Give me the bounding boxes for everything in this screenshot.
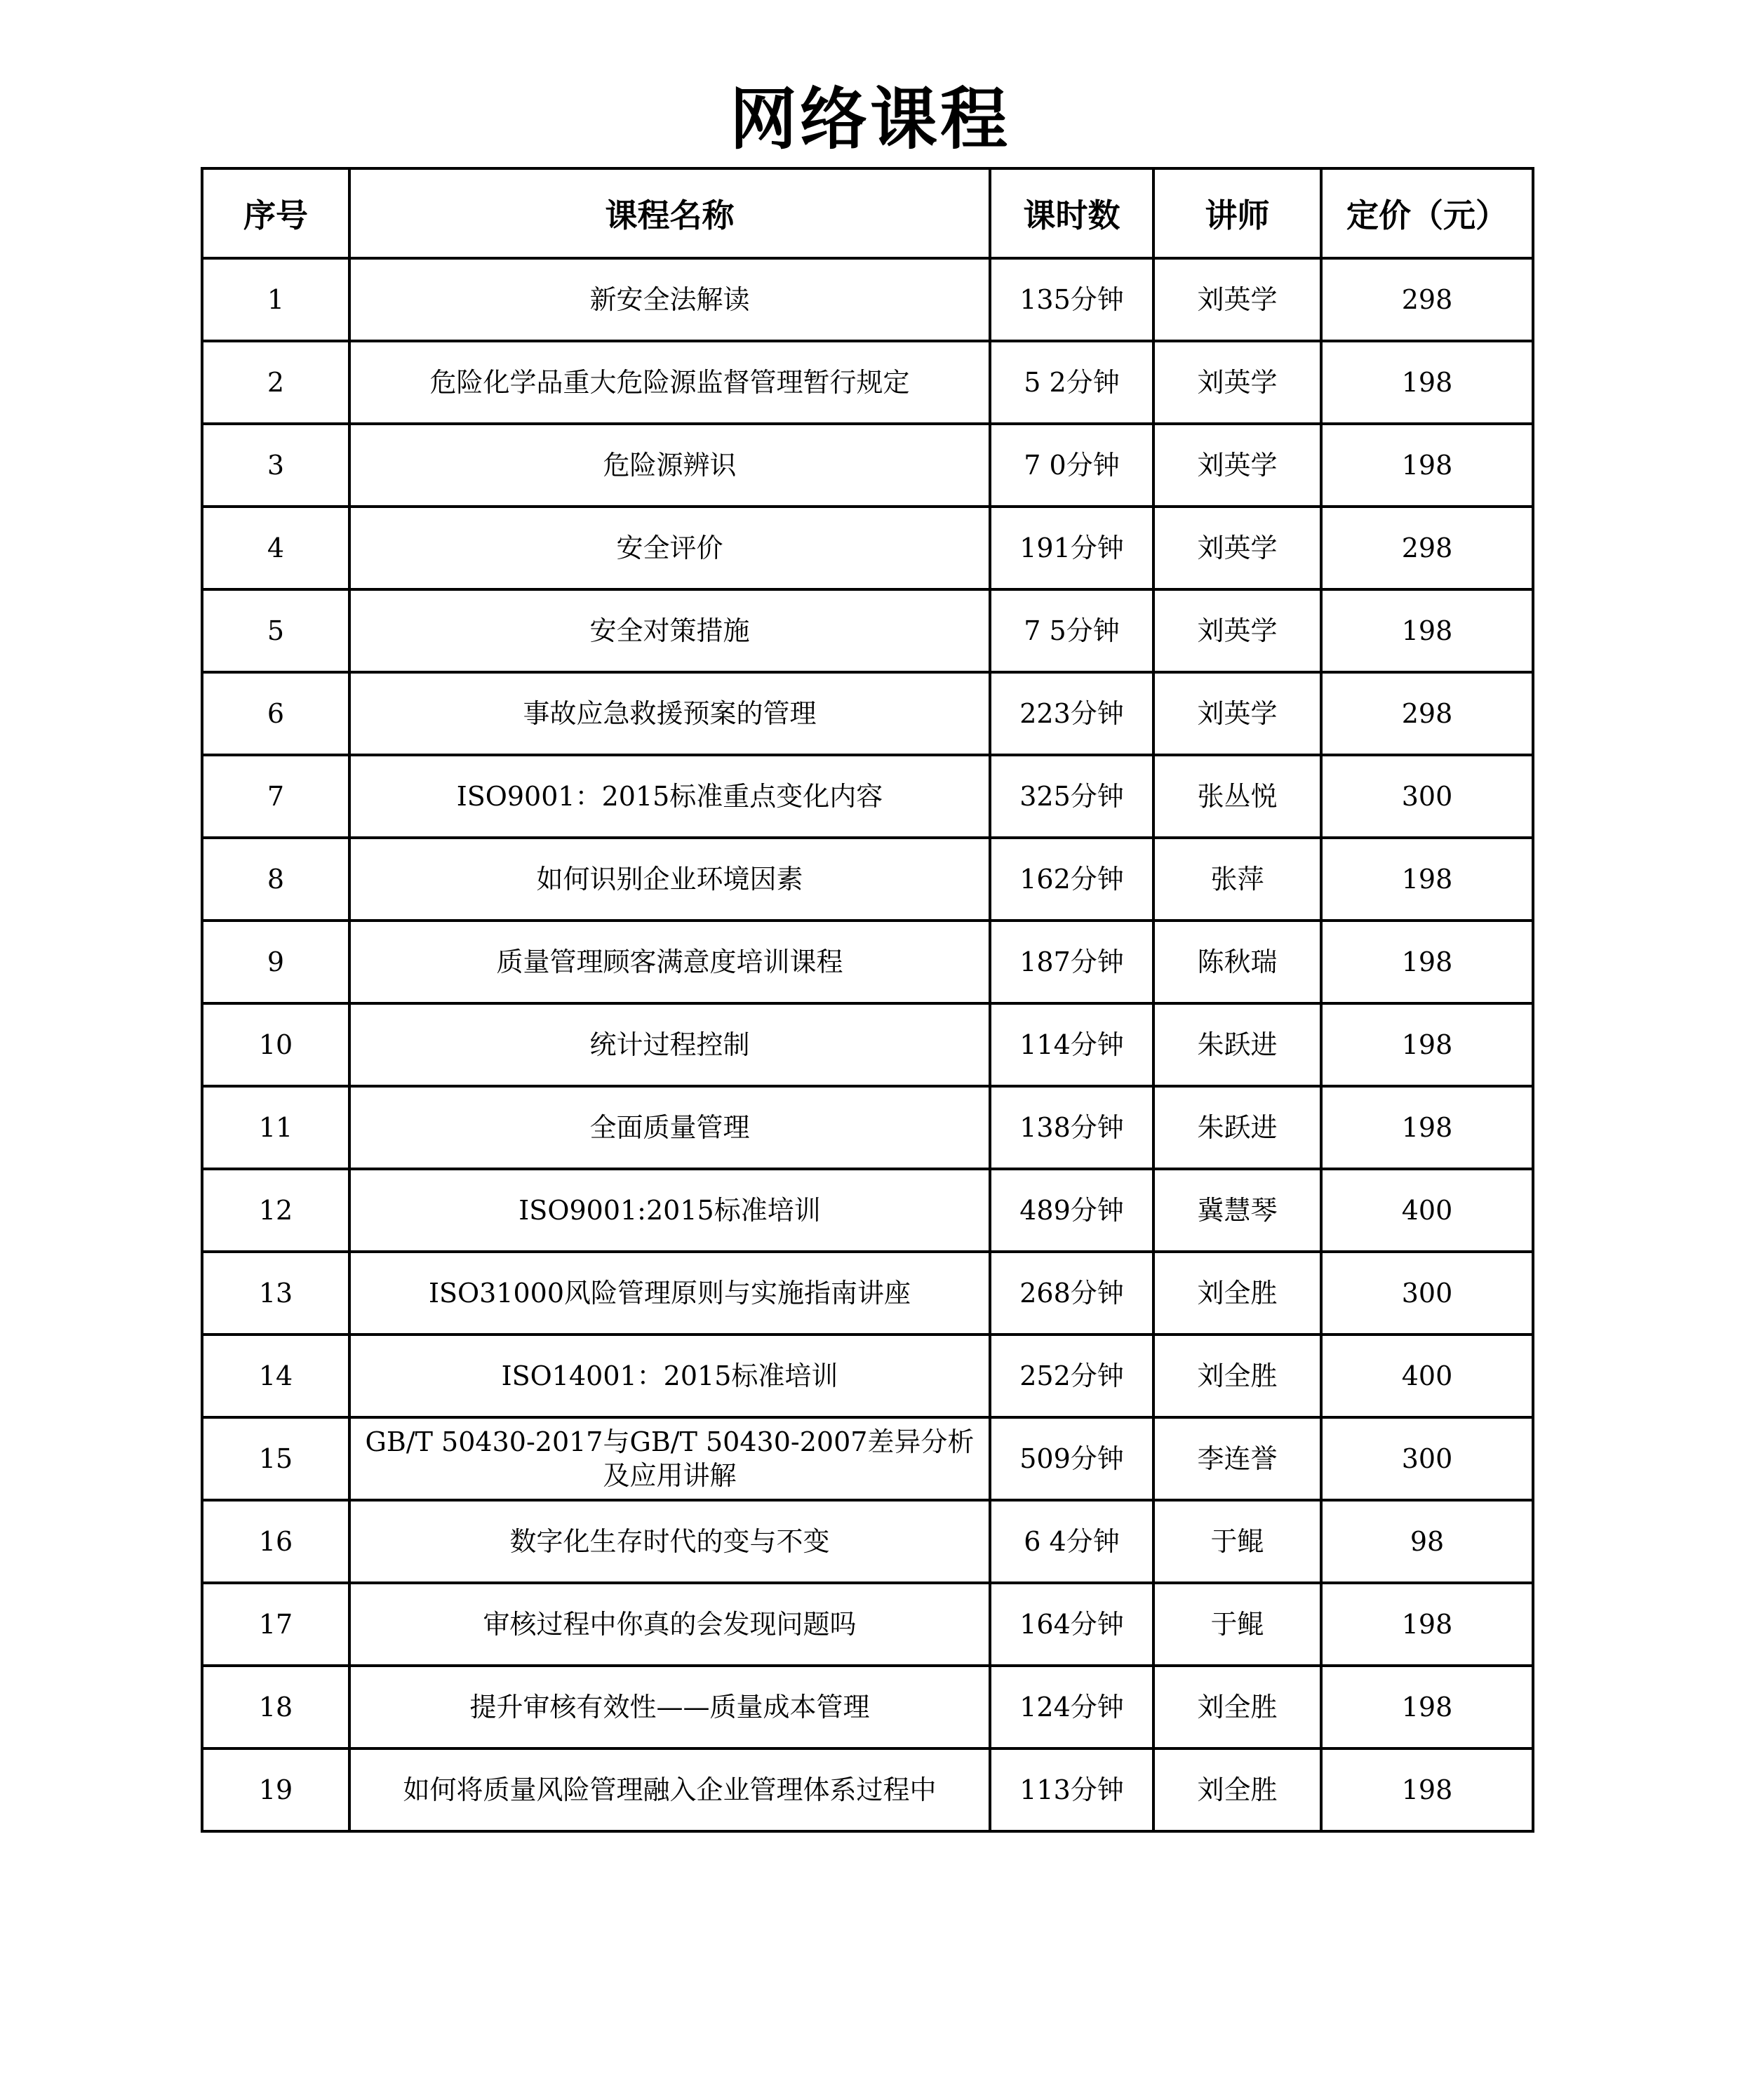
page-title: 网络课程 [730, 80, 1010, 159]
cell-lecturer: 刘英学 [1153, 507, 1321, 589]
cell-price: 298 [1321, 672, 1533, 755]
table-row [202, 1086, 1533, 1169]
cell-price: 98 [1321, 1500, 1533, 1583]
cell-lecturer: 张萍 [1153, 838, 1321, 921]
cell-lecturer: 刘英学 [1153, 341, 1321, 424]
header-course-name: 课程名称 [349, 168, 990, 258]
header-price: 定价（元） [1321, 168, 1533, 258]
cell-hours: 5 2分钟 [990, 341, 1153, 424]
cell-hours: 113分钟 [990, 1748, 1153, 1831]
cell-price: 198 [1321, 1003, 1533, 1086]
cell-course-name: 事故应急救援预案的管理 [349, 672, 990, 755]
cell-no: 4 [202, 507, 349, 589]
table-row [202, 838, 1533, 921]
cell-lecturer: 刘全胜 [1153, 1335, 1321, 1417]
cell-course-name: 安全对策措施 [349, 589, 990, 672]
cell-price: 198 [1321, 589, 1533, 672]
cell-course-name: 危险化学品重大危险源监督管理暂行规定 [349, 341, 990, 424]
cell-price: 198 [1321, 1666, 1533, 1748]
cell-hours: 135分钟 [990, 258, 1153, 341]
cell-lecturer: 冀慧琴 [1153, 1169, 1321, 1252]
course-table [201, 167, 1534, 1833]
cell-no: 2 [202, 341, 349, 424]
cell-no: 10 [202, 1003, 349, 1086]
cell-hours: 252分钟 [990, 1335, 1153, 1417]
cell-lecturer: 刘英学 [1153, 258, 1321, 341]
cell-price: 298 [1321, 258, 1533, 341]
cell-hours: 509分钟 [990, 1417, 1153, 1500]
cell-course-name: 如何将质量风险管理融入企业管理体系过程中 [349, 1748, 990, 1831]
cell-course-name: ISO31000风险管理原则与实施指南讲座 [349, 1252, 990, 1335]
cell-lecturer: 刘英学 [1153, 672, 1321, 755]
cell-hours: 124分钟 [990, 1666, 1153, 1748]
cell-no: 12 [202, 1169, 349, 1252]
cell-price: 298 [1321, 507, 1533, 589]
table-body [202, 258, 1533, 1831]
table-row [202, 258, 1533, 341]
table-row [202, 921, 1533, 1003]
header-lecturer: 讲师 [1153, 168, 1321, 258]
cell-course-name: 全面质量管理 [349, 1086, 990, 1169]
cell-hours: 191分钟 [990, 507, 1153, 589]
table-row [202, 672, 1533, 755]
table-row [202, 1417, 1533, 1500]
cell-no: 13 [202, 1252, 349, 1335]
cell-hours: 6 4分钟 [990, 1500, 1153, 1583]
table-row [202, 1583, 1533, 1666]
cell-price: 198 [1321, 1583, 1533, 1666]
cell-course-name: 数字化生存时代的变与不变 [349, 1500, 990, 1583]
cell-no: 8 [202, 838, 349, 921]
cell-lecturer: 朱跃进 [1153, 1086, 1321, 1169]
cell-price: 198 [1321, 341, 1533, 424]
cell-course-name: 新安全法解读 [349, 258, 990, 341]
cell-price: 300 [1321, 1252, 1533, 1335]
cell-lecturer: 于鲲 [1153, 1583, 1321, 1666]
cell-no: 7 [202, 755, 349, 838]
cell-price: 198 [1321, 838, 1533, 921]
cell-hours: 114分钟 [990, 1003, 1153, 1086]
table-row [202, 755, 1533, 838]
cell-no: 11 [202, 1086, 349, 1169]
cell-lecturer: 刘英学 [1153, 589, 1321, 672]
cell-course-name: GB/T 50430-2017与GB/T 50430-2007差异分析及应用讲解 [349, 1417, 990, 1500]
cell-course-name: ISO14001：2015标准培训 [349, 1335, 990, 1417]
cell-hours: 164分钟 [990, 1583, 1153, 1666]
cell-no: 19 [202, 1748, 349, 1831]
cell-course-name: 安全评价 [349, 507, 990, 589]
table-row [202, 1252, 1533, 1335]
cell-no: 14 [202, 1335, 349, 1417]
table-row [202, 1003, 1533, 1086]
cell-lecturer: 于鲲 [1153, 1500, 1321, 1583]
cell-no: 9 [202, 921, 349, 1003]
header-hours: 课时数 [990, 168, 1153, 258]
cell-price: 300 [1321, 755, 1533, 838]
cell-lecturer: 刘全胜 [1153, 1748, 1321, 1831]
cell-course-name: ISO9001:2015标准培训 [349, 1169, 990, 1252]
cell-lecturer: 刘英学 [1153, 424, 1321, 507]
table-row [202, 1500, 1533, 1583]
cell-no: 1 [202, 258, 349, 341]
cell-hours: 489分钟 [990, 1169, 1153, 1252]
table-row [202, 341, 1533, 424]
cell-hours: 187分钟 [990, 921, 1153, 1003]
table-row [202, 424, 1533, 507]
cell-hours: 223分钟 [990, 672, 1153, 755]
cell-course-name: 提升审核有效性——质量成本管理 [349, 1666, 990, 1748]
cell-no: 5 [202, 589, 349, 672]
cell-no: 17 [202, 1583, 349, 1666]
cell-lecturer: 刘全胜 [1153, 1666, 1321, 1748]
table-row [202, 589, 1533, 672]
cell-course-name: 质量管理顾客满意度培训课程 [349, 921, 990, 1003]
table-row [202, 1748, 1533, 1831]
cell-lecturer: 朱跃进 [1153, 1003, 1321, 1086]
table-row [202, 1666, 1533, 1748]
cell-hours: 268分钟 [990, 1252, 1153, 1335]
cell-lecturer: 张丛悦 [1153, 755, 1321, 838]
cell-price: 400 [1321, 1335, 1533, 1417]
table-row [202, 507, 1533, 589]
cell-course-name: 如何识别企业环境因素 [349, 838, 990, 921]
cell-hours: 7 5分钟 [990, 589, 1153, 672]
header-no: 序号 [202, 168, 349, 258]
cell-lecturer: 陈秋瑞 [1153, 921, 1321, 1003]
cell-price: 198 [1321, 424, 1533, 507]
cell-lecturer: 李连誉 [1153, 1417, 1321, 1500]
cell-no: 16 [202, 1500, 349, 1583]
cell-no: 15 [202, 1417, 349, 1500]
cell-hours: 162分钟 [990, 838, 1153, 921]
cell-no: 18 [202, 1666, 349, 1748]
cell-price: 300 [1321, 1417, 1533, 1500]
cell-hours: 7 0分钟 [990, 424, 1153, 507]
cell-course-name: 统计过程控制 [349, 1003, 990, 1086]
cell-price: 198 [1321, 1086, 1533, 1169]
cell-hours: 138分钟 [990, 1086, 1153, 1169]
cell-course-name: 危险源辨识 [349, 424, 990, 507]
cell-lecturer: 刘全胜 [1153, 1252, 1321, 1335]
table-row [202, 1335, 1533, 1417]
cell-price: 400 [1321, 1169, 1533, 1252]
cell-course-name: ISO9001：2015标准重点变化内容 [349, 755, 990, 838]
cell-hours: 325分钟 [990, 755, 1153, 838]
cell-course-name: 审核过程中你真的会发现问题吗 [349, 1583, 990, 1666]
cell-price: 198 [1321, 921, 1533, 1003]
table-header-row [202, 168, 1533, 258]
table-row [202, 1169, 1533, 1252]
cell-no: 6 [202, 672, 349, 755]
cell-price: 198 [1321, 1748, 1533, 1831]
cell-no: 3 [202, 424, 349, 507]
